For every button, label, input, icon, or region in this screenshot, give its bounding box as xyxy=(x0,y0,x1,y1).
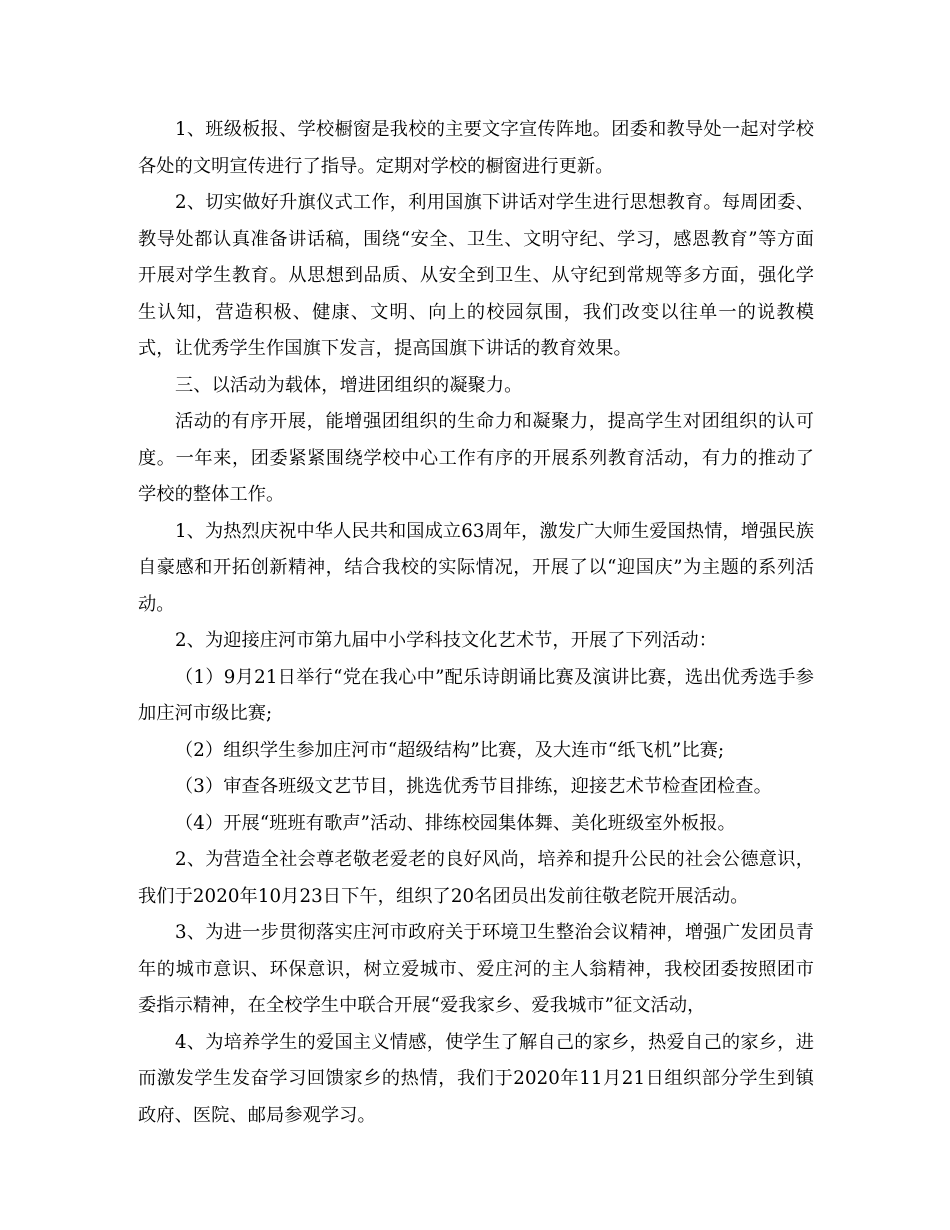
paragraph-item-program-review: （3）审查各班级文艺节目，挑选优秀节目排练，迎接艺术节检查团检查。 xyxy=(175,776,772,797)
paragraph-flag-ceremony: 2、切实做好升旗仪式工作，利用国旗下讲话对学生进行思想教育。每周团委、教导处都认真准备讲话稿，围绕“安全、卫生、文明守纪、学习，感恩教育”等方面开展对学生教育。从思想到品质、从安全到卫生、从守纪到常规等多方面，强化学生认知，营造积极、健康、文明、向上的校园氛围，我们改变以往单一的说教模式，让优秀学生作国旗下发言，提高国旗下讲话的教育效果。 xyxy=(138,192,814,359)
paragraph-item-singing-activity: （4）开展“班班有歌声”活动、排练校园集体舞、美化班级室外板报。 xyxy=(175,812,736,834)
paragraph-bulletin-board: 1、班级板报、学校橱窗是我校的主要文字宣传阵地。团委和教导处一起对学校各处的文明宣传进行了指导。定期对学校的橱窗进行更新。 xyxy=(138,119,814,177)
paragraph-field-visit: 4、为培养学生的爱国主义情感，使学生了解自己的家乡，热爱自己的家乡，进而激发学生发奋学习回馈家乡的热情，我们于2020年11月21日组织部分学生到镇政府、医院、邮局参观学习。 xyxy=(138,1031,814,1126)
paragraph-activities-intro: 活动的有序开展，能增强团组织的生命力和凝聚力，提高学生对团组织的认可度。一年来，团委紧紧围绕学校中心工作有序的开展系列教育活动，有力的推动了学校的整体工作。 xyxy=(138,411,814,505)
document-body xyxy=(138,112,814,1134)
paragraph-item-poetry-contest: （1）9月21日举行“党在我心中”配乐诗朗诵比赛及演讲比赛，选出优秀选手参加庄河市级比赛; xyxy=(138,666,814,724)
paragraph-arts-festival: 2、为迎接庄河市第九届中小学科技文化艺术节，开展了下列活动： xyxy=(175,630,718,651)
paragraph-essay-contest: 3、为进一步贯彻落实庄河市政府关于环境卫生整治会议精神，增强广发团员青年的城市意识、环保意识，树立爱城市、爱庄河的主人翁精神，我校团委按照团市委指示精神，在全校学生中联合开展“爱我家乡、爱我城市”征文活动， xyxy=(138,922,814,1016)
paragraph-national-day: 1、为热烈庆祝中华人民共和国成立63周年，激发广大师生爱国热情，增强民族自豪感和开拓创新精神，结合我校的实际情况，开展了以“迎国庆”为主题的系列活动。 xyxy=(138,520,814,615)
section-heading-activities: 三、以活动为载体，增进团组织的凝聚力。 xyxy=(175,374,523,396)
paragraph-item-structure-contest: （2）组织学生参加庄河市“超级结构”比赛，及大连市“纸飞机”比赛; xyxy=(175,739,725,761)
paragraph-elderly-care: 2、为营造全社会尊老敬老爱老的良好风尚，培养和提升公民的社会公德意识，我们于2020年10月23日下午，组织了20名团员出发前往敬老院开展活动。 xyxy=(138,849,814,907)
